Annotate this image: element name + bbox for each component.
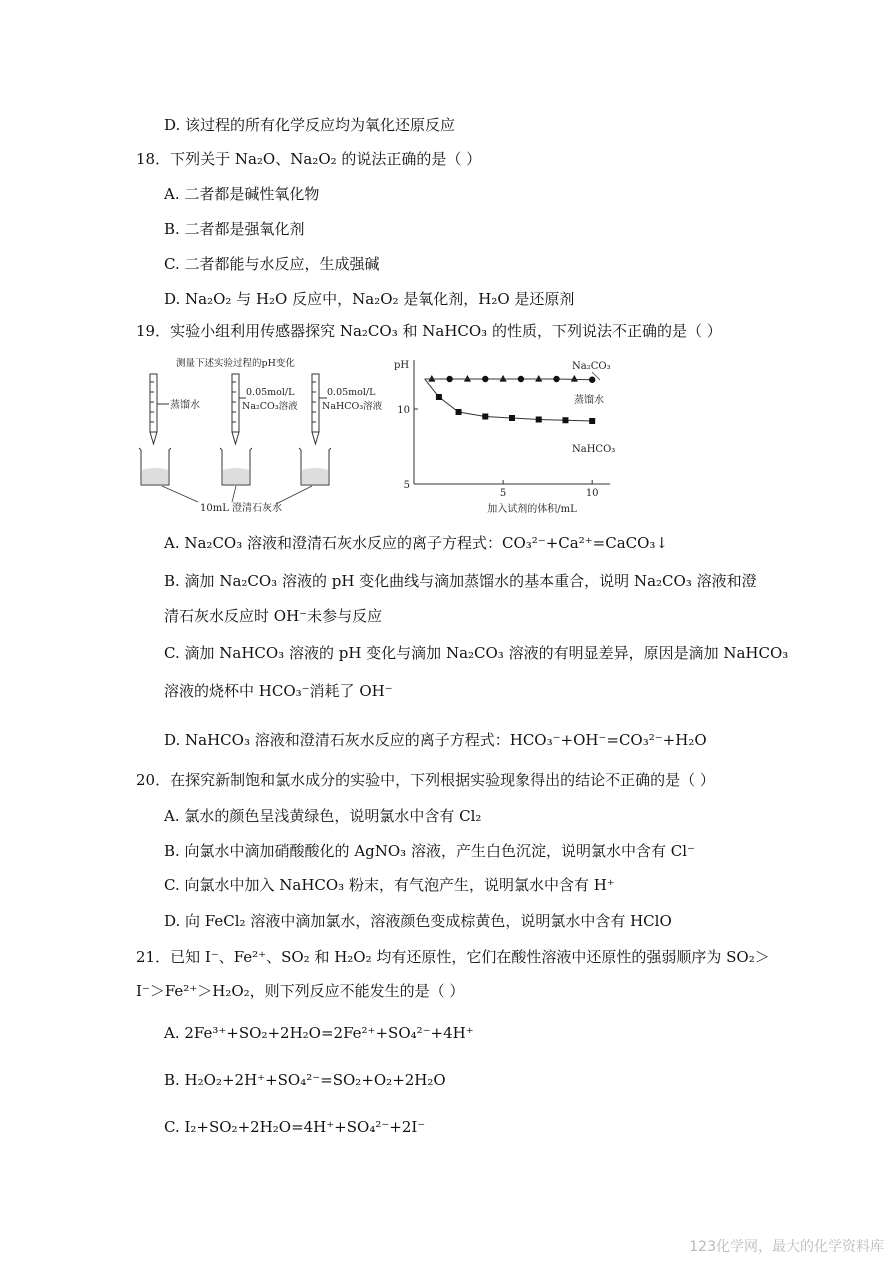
data-point-square	[536, 417, 542, 423]
legend-water: 蒸馏水	[574, 395, 604, 406]
q21-stem-line1: 21．已知 I⁻、Fe²⁺、SO₂ 和 H₂O₂ 均有还原性，它们在酸性溶液中还原性的强弱顺序为 SO₂＞	[136, 948, 770, 966]
q18-option-c: C. 二者都能与水反应，生成强碱	[164, 255, 380, 273]
data-point-circle	[482, 376, 488, 382]
q19-option-c-line2: 溶液的烧杯中 HCO₃⁻消耗了 OH⁻	[164, 682, 393, 700]
q19-option-a: A. Na₂CO₃ 溶液和澄清石灰水反应的离子方程式：CO₃²⁻+Ca²⁺=CaCO₃↓	[164, 534, 668, 552]
x-tick-label: 10	[585, 488, 599, 499]
q21-option-b: B. H₂O₂+2H⁺+SO₄²⁻=SO₂+O₂+2H₂O	[164, 1071, 446, 1089]
burette-3-label-line1: 0.05mol/L	[327, 387, 376, 398]
data-point-triangle	[535, 375, 542, 382]
q21-option-c: C. I₂+SO₂+2H₂O=4H⁺+SO₄²⁻+2I⁻	[164, 1118, 426, 1136]
watermark: 123化学网，最大的化学资料库	[689, 1239, 884, 1255]
q19-option-b-line1: B. 滴加 Na₂CO₃ 溶液的 pH 变化曲线与滴加蒸馏水的基本重合，说明 Na₂CO₃ 溶液和澄	[164, 572, 757, 590]
data-point-triangle	[464, 375, 471, 382]
data-point-circle	[589, 377, 595, 383]
q19-option-b-line2: 清石灰水反应时 OH⁻未参与反应	[164, 607, 383, 625]
q18-option-b: B. 二者都是强氧化剂	[164, 220, 305, 238]
apparatus-figure	[136, 352, 401, 517]
q18-stem: 18．下列关于 Na₂O、Na₂O₂ 的说法正确的是（ ）	[136, 150, 482, 168]
data-point-square	[562, 417, 568, 423]
series-line-2	[425, 379, 593, 421]
data-point-square	[456, 409, 462, 415]
q20-option-c: C. 向氯水中加入 NaHCO₃ 粉末，有气泡产生，说明氯水中含有 H⁺	[164, 876, 615, 894]
q18-option-a: A. 二者都是碱性氧化物	[164, 185, 320, 203]
burette-2-label-line2: Na₂CO₃溶液	[242, 401, 298, 412]
q20-option-d: D. 向 FeCl₂ 溶液中滴加氯水，溶液颜色变成棕黄色，说明氯水中含有 HClO	[164, 912, 672, 930]
data-point-triangle	[499, 375, 506, 382]
q20-option-a: A. 氯水的颜色呈浅黄绿色，说明氯水中含有 Cl₂	[164, 807, 482, 825]
q20-stem: 20．在探究新制饱和氯水成分的实验中，下列根据实验现象得出的结论不正确的是（ ）	[136, 771, 715, 789]
y-axis-label: pH	[394, 360, 410, 371]
data-point-square	[589, 418, 595, 424]
beaker-2	[220, 448, 252, 485]
data-point-square	[436, 394, 442, 400]
beaker-label: 10mL 澄清石灰水	[200, 503, 283, 514]
beaker-label-leaders	[162, 486, 312, 504]
q21-stem-line2: I⁻＞Fe²⁺＞H₂O₂，则下列反应不能发生的是（ ）	[136, 982, 465, 1000]
q21-option-a: A. 2Fe³⁺+SO₂+2H₂O=2Fe²⁺+SO₄²⁻+4H⁺	[164, 1024, 474, 1042]
legend-nahco3: NaHCO₃	[572, 444, 616, 455]
data-point-circle	[446, 376, 452, 382]
q19-option-c-line1: C. 滴加 NaHCO₃ 溶液的 pH 变化与滴加 Na₂CO₃ 溶液的有明显差异，原因是滴加 NaHCO₃	[164, 644, 789, 662]
y-tick-label: 10	[397, 405, 410, 416]
q20-option-b: B. 向氯水中滴加硝酸酸化的 AgNO₃ 溶液，产生白色沉淀，说明氯水中含有 Cl⁻	[164, 842, 695, 860]
ph-chart	[392, 352, 632, 517]
x-tick-label: 5	[499, 488, 507, 499]
data-point-square	[509, 415, 515, 421]
q19-option-d: D. NaHCO₃ 溶液和澄清石灰水反应的离子方程式：HCO₃⁻+OH⁻=CO₃²⁻+H₂O	[164, 731, 707, 749]
data-point-circle	[553, 376, 559, 382]
data-point-triangle	[571, 375, 578, 382]
burette-1	[150, 374, 169, 444]
data-point-square	[482, 414, 488, 420]
data-point-circle	[518, 376, 524, 382]
beaker-3	[299, 448, 331, 485]
burette-3-label-line2: NaHCO₃溶液	[322, 401, 383, 412]
x-axis-label: 加入试剂的体积/mL	[487, 504, 577, 515]
burette-1-label: 蒸馏水	[170, 400, 200, 411]
data-point-triangle	[428, 375, 435, 382]
legend-na2co3: Na₂CO₃	[572, 361, 611, 372]
figure-caption: 测量下述实验过程的pH变化	[176, 358, 295, 369]
burette-2-label-line1: 0.05mol/L	[246, 387, 295, 398]
y-tick-label: 5	[403, 480, 410, 491]
q17-option-d: D. 该过程的所有化学反应均为氧化还原反应	[164, 116, 456, 134]
q19-stem: 19．实验小组利用传感器探究 Na₂CO₃ 和 NaHCO₃ 的性质，下列说法不正确的是（ ）	[136, 322, 722, 340]
beaker-1	[139, 448, 171, 485]
q18-option-d: D. Na₂O₂ 与 H₂O 反应中，Na₂O₂ 是氧化剂，H₂O 是还原剂	[164, 290, 575, 308]
